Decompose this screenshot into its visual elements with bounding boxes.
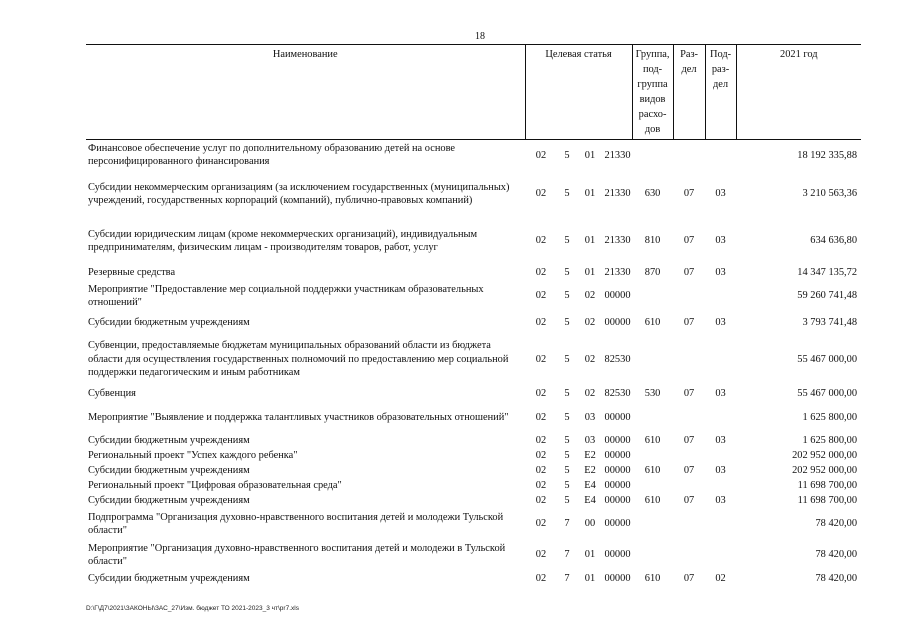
row-amount: 11 698 700,00 xyxy=(797,495,858,507)
header-target-article: Целевая статья xyxy=(525,45,632,140)
row-amount: 55 467 000,00 xyxy=(797,388,858,400)
row-name: Субвенции, предоставляемые бюджетам муниципальных образований области из бюджета области для осуществления государственных полномочий по предоставлению мер социальной поддержки педагогическим и иным работникам xyxy=(88,340,509,379)
table-row xyxy=(86,509,861,540)
row-code-direction: 00000 xyxy=(604,435,631,447)
row-code-program: 02 xyxy=(535,450,547,462)
row-code-direction: 82530 xyxy=(604,388,631,400)
row-amount: 202 952 000,00 xyxy=(792,465,858,477)
row-expense-group xyxy=(632,140,673,171)
row-code-event: 01 xyxy=(584,549,596,561)
row-section xyxy=(673,403,705,434)
row-code-event: 01 xyxy=(584,266,596,278)
row-expense-group xyxy=(632,479,673,494)
row-code-direction: 00000 xyxy=(604,290,631,302)
row-code-program: 02 xyxy=(535,188,547,200)
row-code-event: 02 xyxy=(584,388,596,400)
row-code-subprogram: 5 xyxy=(564,495,570,507)
row-code-direction: 21330 xyxy=(604,235,631,247)
row-amount: 3 210 563,36 xyxy=(802,188,858,200)
row-code-event: 03 xyxy=(584,435,596,447)
row-amount: 3 793 741,48 xyxy=(802,316,858,328)
table-row xyxy=(86,449,861,464)
row-code-program: 02 xyxy=(535,465,547,477)
header-section-line: Раз- xyxy=(680,49,699,60)
row-section: 07 xyxy=(683,316,695,328)
row-amount: 1 625 800,00 xyxy=(802,412,858,424)
row-code-event: E2 xyxy=(584,465,596,477)
table-body xyxy=(86,140,861,587)
row-section: 07 xyxy=(683,188,695,200)
row-subsection: 03 xyxy=(715,495,726,507)
row-section xyxy=(673,140,705,171)
row-name: Региональный проект "Успех каждого ребенка" xyxy=(88,450,298,462)
header-subsection xyxy=(705,45,736,140)
row-name: Субсидии бюджетным учреждениям xyxy=(88,465,250,477)
header-group-line: дов xyxy=(644,124,661,135)
row-name: Субсидии юридическим лицам (кроме некоммерческих организаций), индивидуальным предпринимателям, физическим лицам - производителям товаров, работ, услуг xyxy=(88,228,478,253)
row-subsection xyxy=(705,479,736,494)
table-row xyxy=(86,171,861,218)
row-name: Мероприятие "Организация духовно-нравственного воспитания детей и молодежи в Тульской области" xyxy=(88,542,506,567)
row-code-event: E4 xyxy=(584,480,596,492)
row-code-event: 02 xyxy=(584,290,596,302)
table-row xyxy=(86,479,861,494)
row-subsection xyxy=(705,403,736,434)
row-subsection xyxy=(705,449,736,464)
row-subsection: 03 xyxy=(715,316,726,328)
row-section: 07 xyxy=(683,388,695,400)
row-code-direction: 00000 xyxy=(604,450,631,462)
row-name: Субвенция xyxy=(88,388,136,400)
row-code-direction: 00000 xyxy=(604,480,631,492)
row-name: Региональный проект "Цифровая образовательная среда" xyxy=(88,480,342,492)
table-row xyxy=(86,386,861,403)
row-code-program: 02 xyxy=(535,290,547,302)
row-amount: 11 698 700,00 xyxy=(797,480,858,492)
header-section xyxy=(673,45,705,140)
table-row xyxy=(86,540,861,571)
row-code-direction: 21330 xyxy=(604,188,631,200)
row-expense-group: 870 xyxy=(644,266,661,278)
row-subsection xyxy=(705,540,736,571)
row-expense-group: 610 xyxy=(644,572,661,584)
row-subsection xyxy=(705,509,736,540)
row-code-program: 02 xyxy=(535,388,547,400)
row-amount: 78 420,00 xyxy=(815,518,858,530)
header-group-line: под- xyxy=(642,64,663,75)
row-code-subprogram: 5 xyxy=(564,435,570,447)
row-section: 07 xyxy=(683,235,695,247)
header-year: 2021 год xyxy=(736,45,861,140)
row-code-program: 02 xyxy=(535,316,547,328)
row-expense-group: 630 xyxy=(644,188,661,200)
table-row xyxy=(86,265,861,281)
row-code-subprogram: 7 xyxy=(564,518,570,530)
row-expense-group: 810 xyxy=(644,235,661,247)
row-expense-group: 610 xyxy=(644,495,661,507)
row-section xyxy=(673,479,705,494)
row-code-direction: 00000 xyxy=(604,549,631,561)
row-expense-group xyxy=(632,281,673,312)
row-expense-group: 530 xyxy=(644,388,661,400)
row-subsection xyxy=(705,140,736,171)
row-code-direction: 00000 xyxy=(604,316,631,328)
row-code-direction: 21330 xyxy=(604,266,631,278)
row-subsection: 03 xyxy=(715,465,726,477)
row-code-subprogram: 5 xyxy=(564,149,570,161)
row-code-subprogram: 7 xyxy=(564,549,570,561)
row-name: Мероприятие "Выявление и поддержка талантливых участников образовательных отношений" xyxy=(88,412,509,424)
row-code-subprogram: 7 xyxy=(564,572,570,584)
row-code-event: E4 xyxy=(584,495,596,507)
row-section xyxy=(673,540,705,571)
table-header xyxy=(86,45,861,140)
row-section xyxy=(673,334,705,386)
row-code-program: 02 xyxy=(535,435,547,447)
row-code-program: 02 xyxy=(535,572,547,584)
row-code-subprogram: 5 xyxy=(564,235,570,247)
row-subsection: 03 xyxy=(715,435,726,447)
row-amount: 78 420,00 xyxy=(815,549,858,561)
row-section: 07 xyxy=(683,465,695,477)
row-name: Субсидии бюджетным учреждениям xyxy=(88,572,250,584)
row-expense-group xyxy=(632,509,673,540)
budget-table xyxy=(86,44,861,587)
row-code-program: 02 xyxy=(535,235,547,247)
row-name: Субсидии некоммерческим организациям (за исключением государственных (муниципальных) учреждений, государственных корпораций (компаний), публично-правовых компаний) xyxy=(88,181,510,206)
header-subsection-line: раз- xyxy=(711,64,730,75)
table-row xyxy=(86,312,861,334)
row-name: Резервные средства xyxy=(88,266,176,278)
row-code-direction: 82530 xyxy=(604,353,631,365)
row-code-event: 02 xyxy=(584,316,596,328)
header-subsection-line: дел xyxy=(713,79,729,90)
header-subsection-line: Под- xyxy=(709,49,732,60)
row-code-subprogram: 5 xyxy=(564,316,570,328)
header-name: Наименование xyxy=(86,45,525,140)
row-amount: 14 347 135,72 xyxy=(797,266,858,278)
header-group-line: Группа, xyxy=(635,49,670,60)
row-subsection: 03 xyxy=(715,388,726,400)
row-amount: 18 192 335,88 xyxy=(797,149,858,161)
table-row xyxy=(86,140,861,171)
row-expense-group: 610 xyxy=(644,435,661,447)
row-code-subprogram: 5 xyxy=(564,188,570,200)
row-section: 07 xyxy=(683,495,695,507)
row-amount: 202 952 000,00 xyxy=(792,450,858,462)
row-code-direction: 00000 xyxy=(604,465,631,477)
row-code-subprogram: 5 xyxy=(564,290,570,302)
row-code-direction: 21330 xyxy=(604,149,631,161)
table-row xyxy=(86,281,861,312)
row-expense-group xyxy=(632,540,673,571)
row-expense-group: 610 xyxy=(644,316,661,328)
row-code-event: 00 xyxy=(584,518,596,530)
row-name: Субсидии бюджетным учреждениям xyxy=(88,435,250,447)
row-amount: 78 420,00 xyxy=(815,572,858,584)
table-row xyxy=(86,434,861,449)
table-row xyxy=(86,218,861,265)
row-amount: 1 625 800,00 xyxy=(802,435,858,447)
table-row xyxy=(86,403,861,434)
row-section: 07 xyxy=(683,266,695,278)
row-expense-group xyxy=(632,334,673,386)
table-row xyxy=(86,571,861,587)
row-expense-group: 610 xyxy=(644,465,661,477)
table-row xyxy=(86,464,861,479)
row-section xyxy=(673,509,705,540)
row-code-subprogram: 5 xyxy=(564,266,570,278)
row-code-event: 01 xyxy=(584,188,596,200)
row-subsection: 02 xyxy=(715,572,726,584)
row-code-event: 01 xyxy=(584,572,596,584)
row-code-program: 02 xyxy=(535,266,547,278)
row-code-program: 02 xyxy=(535,480,547,492)
row-section: 07 xyxy=(683,435,695,447)
header-section-line: дел xyxy=(681,64,697,75)
row-code-event: 02 xyxy=(584,353,596,365)
table-row xyxy=(86,334,861,386)
footer-file-path: D:\Г\Д7\2021\ЗАКОНЫ\ЗАС_27\Изм. бюджет ТО 2021-2023_3 чт\pr7.xls xyxy=(86,605,299,612)
row-name: Подпрограмма "Организация духовно-нравственного воспитания детей и молодежи Тульской области" xyxy=(88,511,504,536)
table-row xyxy=(86,494,861,509)
row-section: 07 xyxy=(683,572,695,584)
row-amount: 59 260 741,48 xyxy=(797,290,858,302)
row-code-program: 02 xyxy=(535,495,547,507)
row-name: Мероприятие "Предоставление мер социальной поддержки участникам образовательных отношений" xyxy=(88,283,484,308)
row-code-program: 02 xyxy=(535,518,547,530)
row-code-direction: 00000 xyxy=(604,518,631,530)
row-subsection xyxy=(705,281,736,312)
row-subsection: 03 xyxy=(715,235,726,247)
row-subsection: 03 xyxy=(715,188,726,200)
row-code-direction: 00000 xyxy=(604,572,631,584)
row-code-subprogram: 5 xyxy=(564,412,570,424)
row-section xyxy=(673,449,705,464)
header-group-line: расхо- xyxy=(638,109,667,120)
header-group-line: видов xyxy=(639,94,666,105)
row-code-program: 02 xyxy=(535,353,547,365)
header-group-line: группа xyxy=(637,79,668,90)
budget-table-sheet xyxy=(86,44,861,587)
row-subsection xyxy=(705,334,736,386)
row-name: Субсидии бюджетным учреждениям xyxy=(88,316,250,328)
row-code-subprogram: 5 xyxy=(564,450,570,462)
row-code-program: 02 xyxy=(535,149,547,161)
row-code-subprogram: 5 xyxy=(564,353,570,365)
row-amount: 55 467 000,00 xyxy=(797,353,858,365)
row-subsection: 03 xyxy=(715,266,726,278)
row-name: Финансовое обеспечение услуг по дополнительному образованию детей на основе персонифицированного финансирования xyxy=(88,142,456,168)
page-number: 18 xyxy=(475,31,485,42)
row-section xyxy=(673,281,705,312)
row-code-subprogram: 5 xyxy=(564,480,570,492)
row-code-event: 03 xyxy=(584,412,596,424)
row-code-event: 01 xyxy=(584,235,596,247)
row-amount: 634 636,80 xyxy=(810,235,858,247)
row-code-direction: 00000 xyxy=(604,412,631,424)
row-expense-group xyxy=(632,449,673,464)
header-group xyxy=(632,45,673,140)
row-code-program: 02 xyxy=(535,549,547,561)
row-code-subprogram: 5 xyxy=(564,388,570,400)
row-code-event: E2 xyxy=(584,450,596,462)
row-name: Субсидии бюджетным учреждениям xyxy=(88,495,250,507)
row-code-program: 02 xyxy=(535,412,547,424)
row-code-subprogram: 5 xyxy=(564,465,570,477)
row-expense-group xyxy=(632,403,673,434)
row-code-direction: 00000 xyxy=(604,495,631,507)
row-code-event: 01 xyxy=(584,149,596,161)
